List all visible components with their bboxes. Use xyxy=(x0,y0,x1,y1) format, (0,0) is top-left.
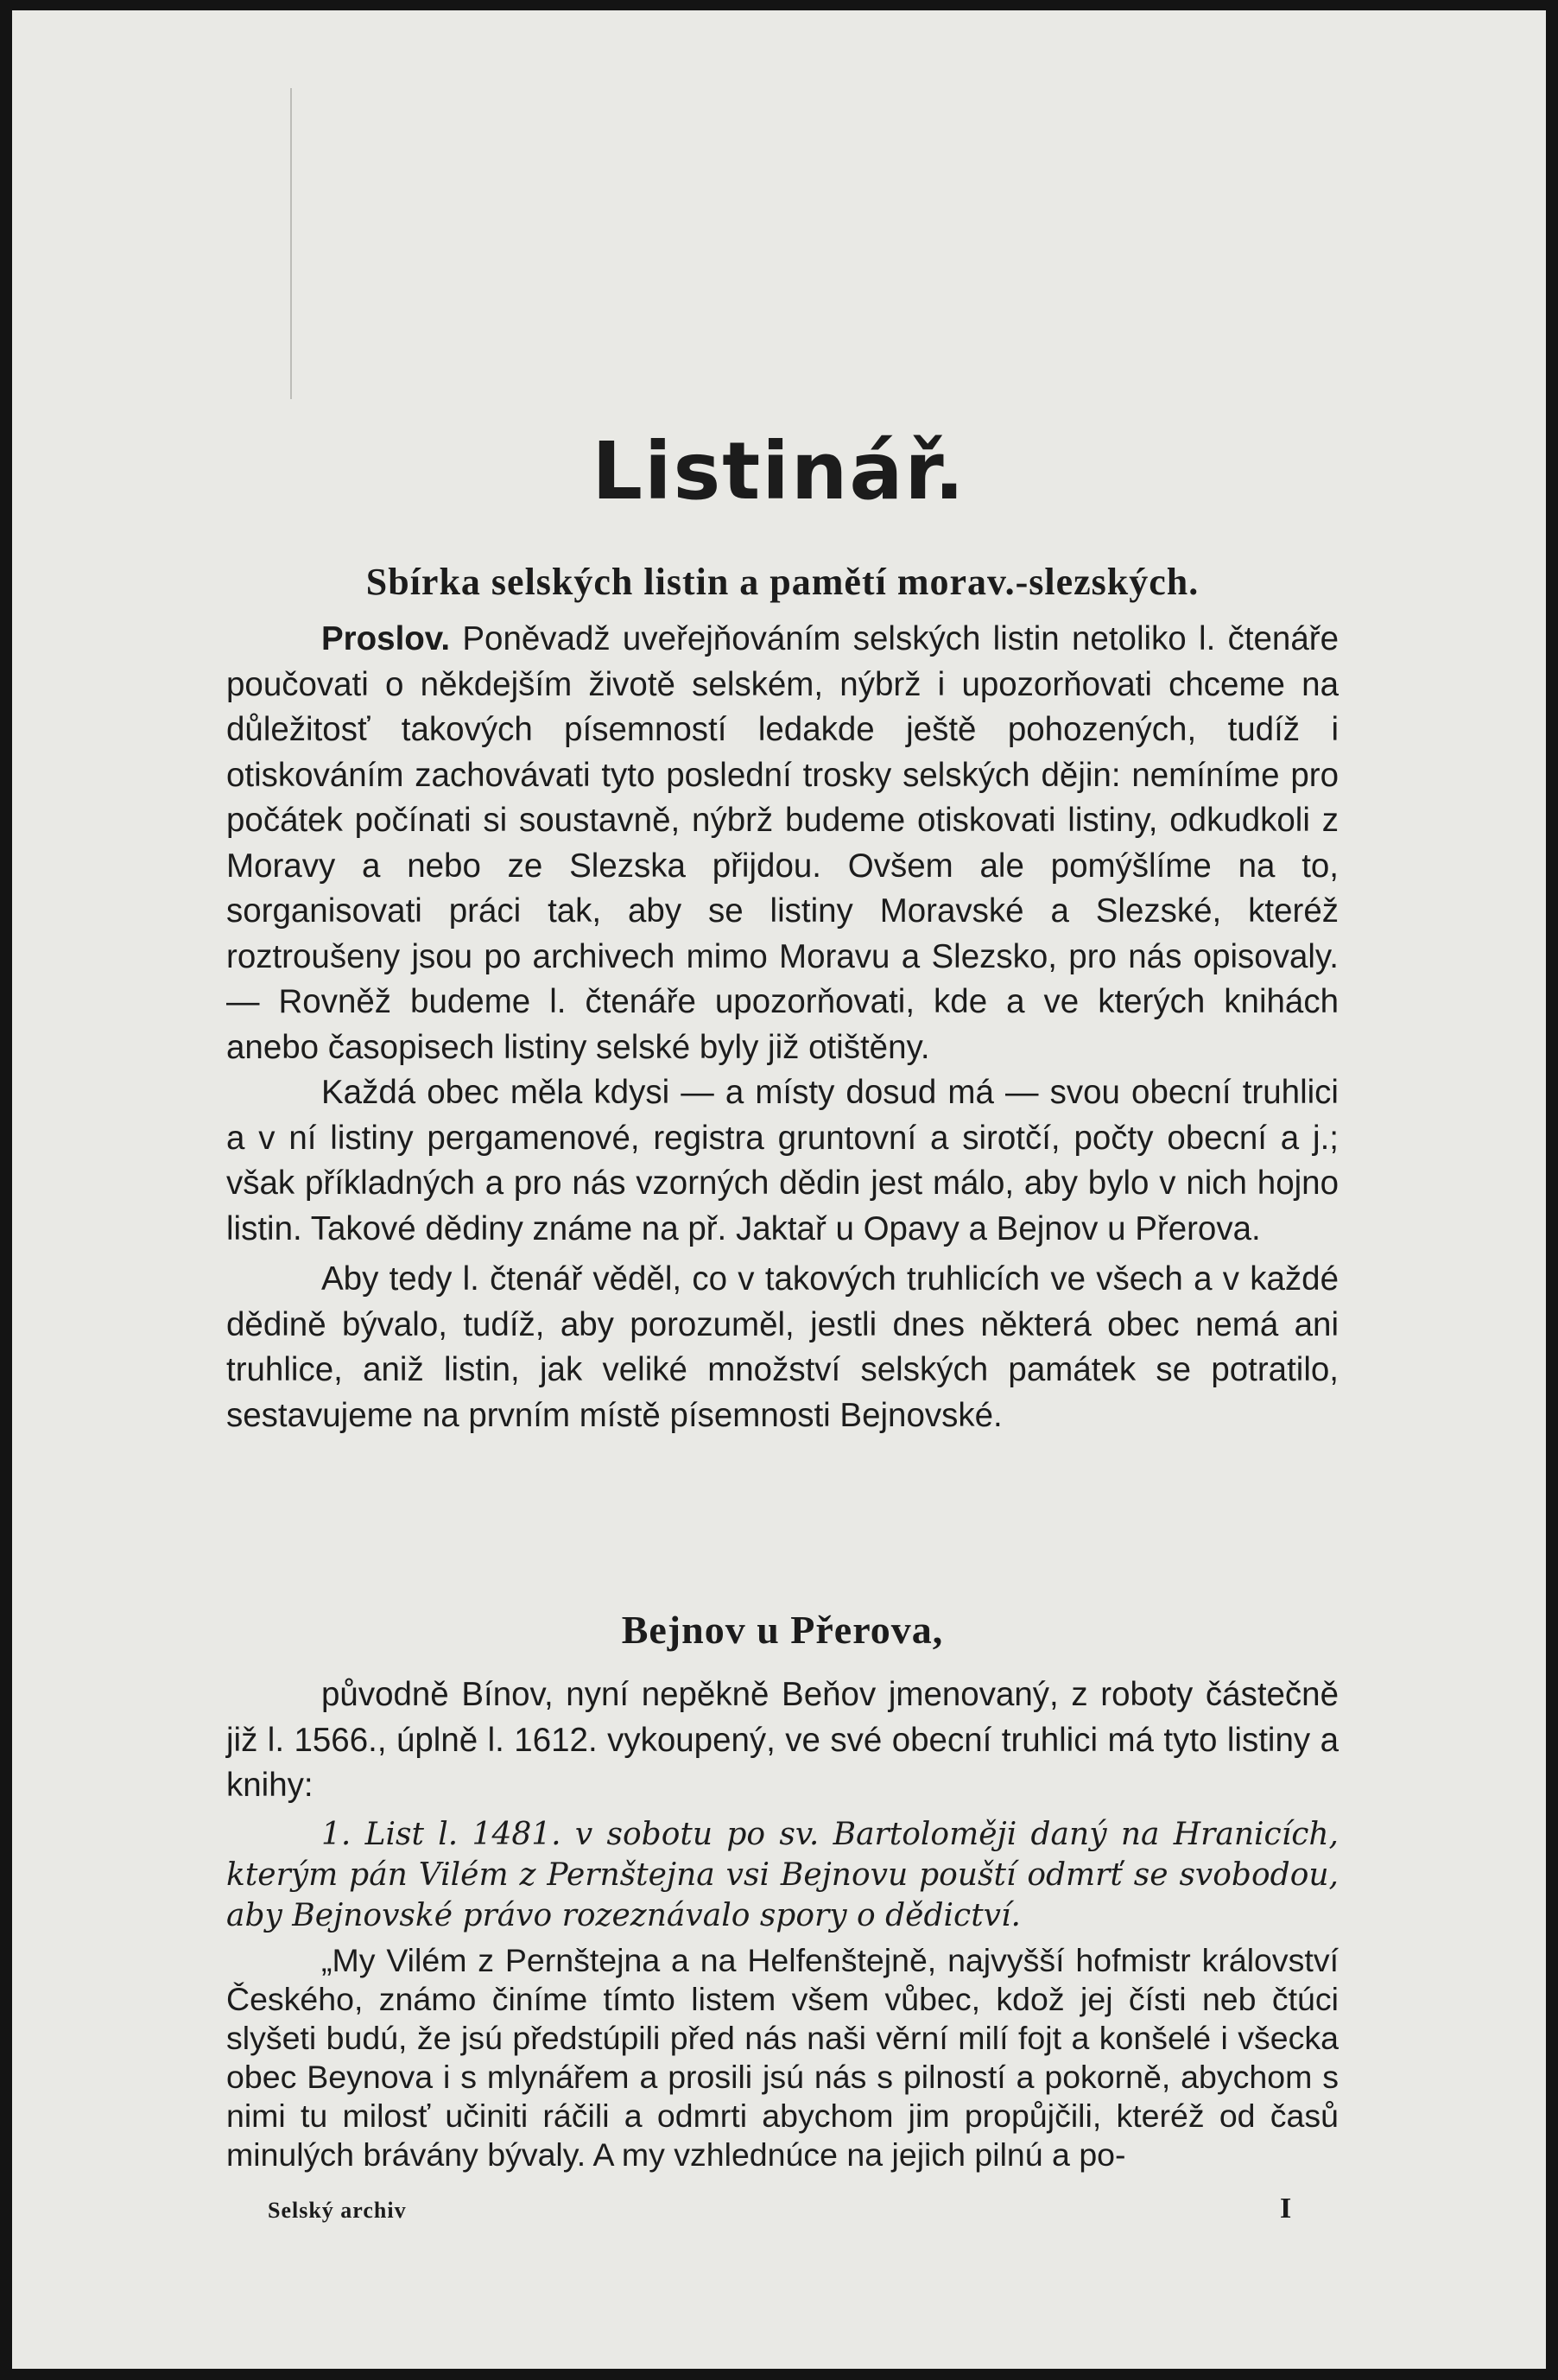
paragraph-2: Každá obec měla kdysi — a místy dosud má — svou obecní truhlici a v ní listiny pergamenové, registra gruntovní a sirotčí, počty obecní a j.; však příkladných a pro nás vzorných dědin jest málo, aby bylo v nich hojno listin. Takové dědiny známe na př. Jaktař u Opavy a Bejnov u Přerova. xyxy=(226,1074,1339,1247)
page-subtitle: Sbírka selských listin a pamětí morav.-slezských. xyxy=(365,561,1200,603)
footer-signature: I xyxy=(1280,2193,1292,2225)
proslov-text: Poněvadž uveřejňováním selských listin netoliko l. čtenáře poučovati o někdejším životě selském, nýbrž i upozorňovati chceme na důležitosť takových písemností ledakde ještě pohozených, tudíž i otiskováním zachovávati tyto poslední trosky selských dějin: nemíníme pro počátek počínati si soustavně, nýbrž budeme otiskovati listiny, odkudkoli z Moravy a nebo ze Slezska přijdou. Ovšem ale pomýšlíme na to, sorganisovati práci tak, aby se listiny Moravské a Slezské, kteréž roztroušeny jsou po archivech mimo Moravu a Slezsko, pro nás opisovaly. — Rovněž budeme l. čtenáře upozorňovati, kde a ve kterých knihách anebo časopisech listiny selské byly již otištěny. xyxy=(226,620,1339,1066)
book-page xyxy=(12,10,1546,2369)
footer-journal: Selský archiv xyxy=(268,2198,407,2223)
document-text: „My Vilém z Pernštejna a na Helfenštejně, najvyšší hofmistr království Českého, známo činíme tímto listem všem vůbec, kdož jej čísti neb čtúci slyšeti budú, že jsú předstúpili před nás naši věrní milí fojt a konšelé i všecka obec Beynova i s mlynářem a prosili jsú nás s pilností a pokorně, abychom s nimi tu milosť učiniti ráčili a odmrti abychom jim propůjčili, kteréž od časů minulých brávány bývaly. A my vzhlednúce na jejich pilnú a po- xyxy=(226,1941,1339,2173)
document-heading: 1. List l. 1481. v sobotu po sv. Bartoloměji daný na Hranicích, kterým pán Vilém z Pernštejna vsi Bejnovu pouští odmrť se svobodou, aby Bejnovské právo rozeznávalo spory o dědictví. xyxy=(226,1816,1339,1933)
page-title: Listinář. xyxy=(592,425,966,517)
margin-line xyxy=(290,88,292,399)
proslov-lead: Proslov. xyxy=(321,620,451,657)
proslov-section xyxy=(226,617,1339,1438)
section-intro: původně Bínov, nyní nepěkně Beňov jmenovaný, z roboty částečně již l. 1566., úplně l. 1612. vykoupený, ve své obecní truhlici má tyto listiny a knihy: xyxy=(226,1676,1339,1804)
paragraph-3: Aby tedy l. čtenář věděl, co v takových truhlicích ve všech a v každé dědině bývalo, tudíž, aby porozuměl, jestli dnes některá obec nemá ani truhlice, aniž listin, jak veliké množství selských památek se potratilo, sestavujeme na prvním místě písemnosti Bejnovské. xyxy=(226,1260,1339,1434)
section-heading: Bejnov u Přerova, xyxy=(621,1608,944,1652)
proslov-paragraph xyxy=(226,617,1339,1070)
bejnov-section xyxy=(226,1672,1339,2174)
